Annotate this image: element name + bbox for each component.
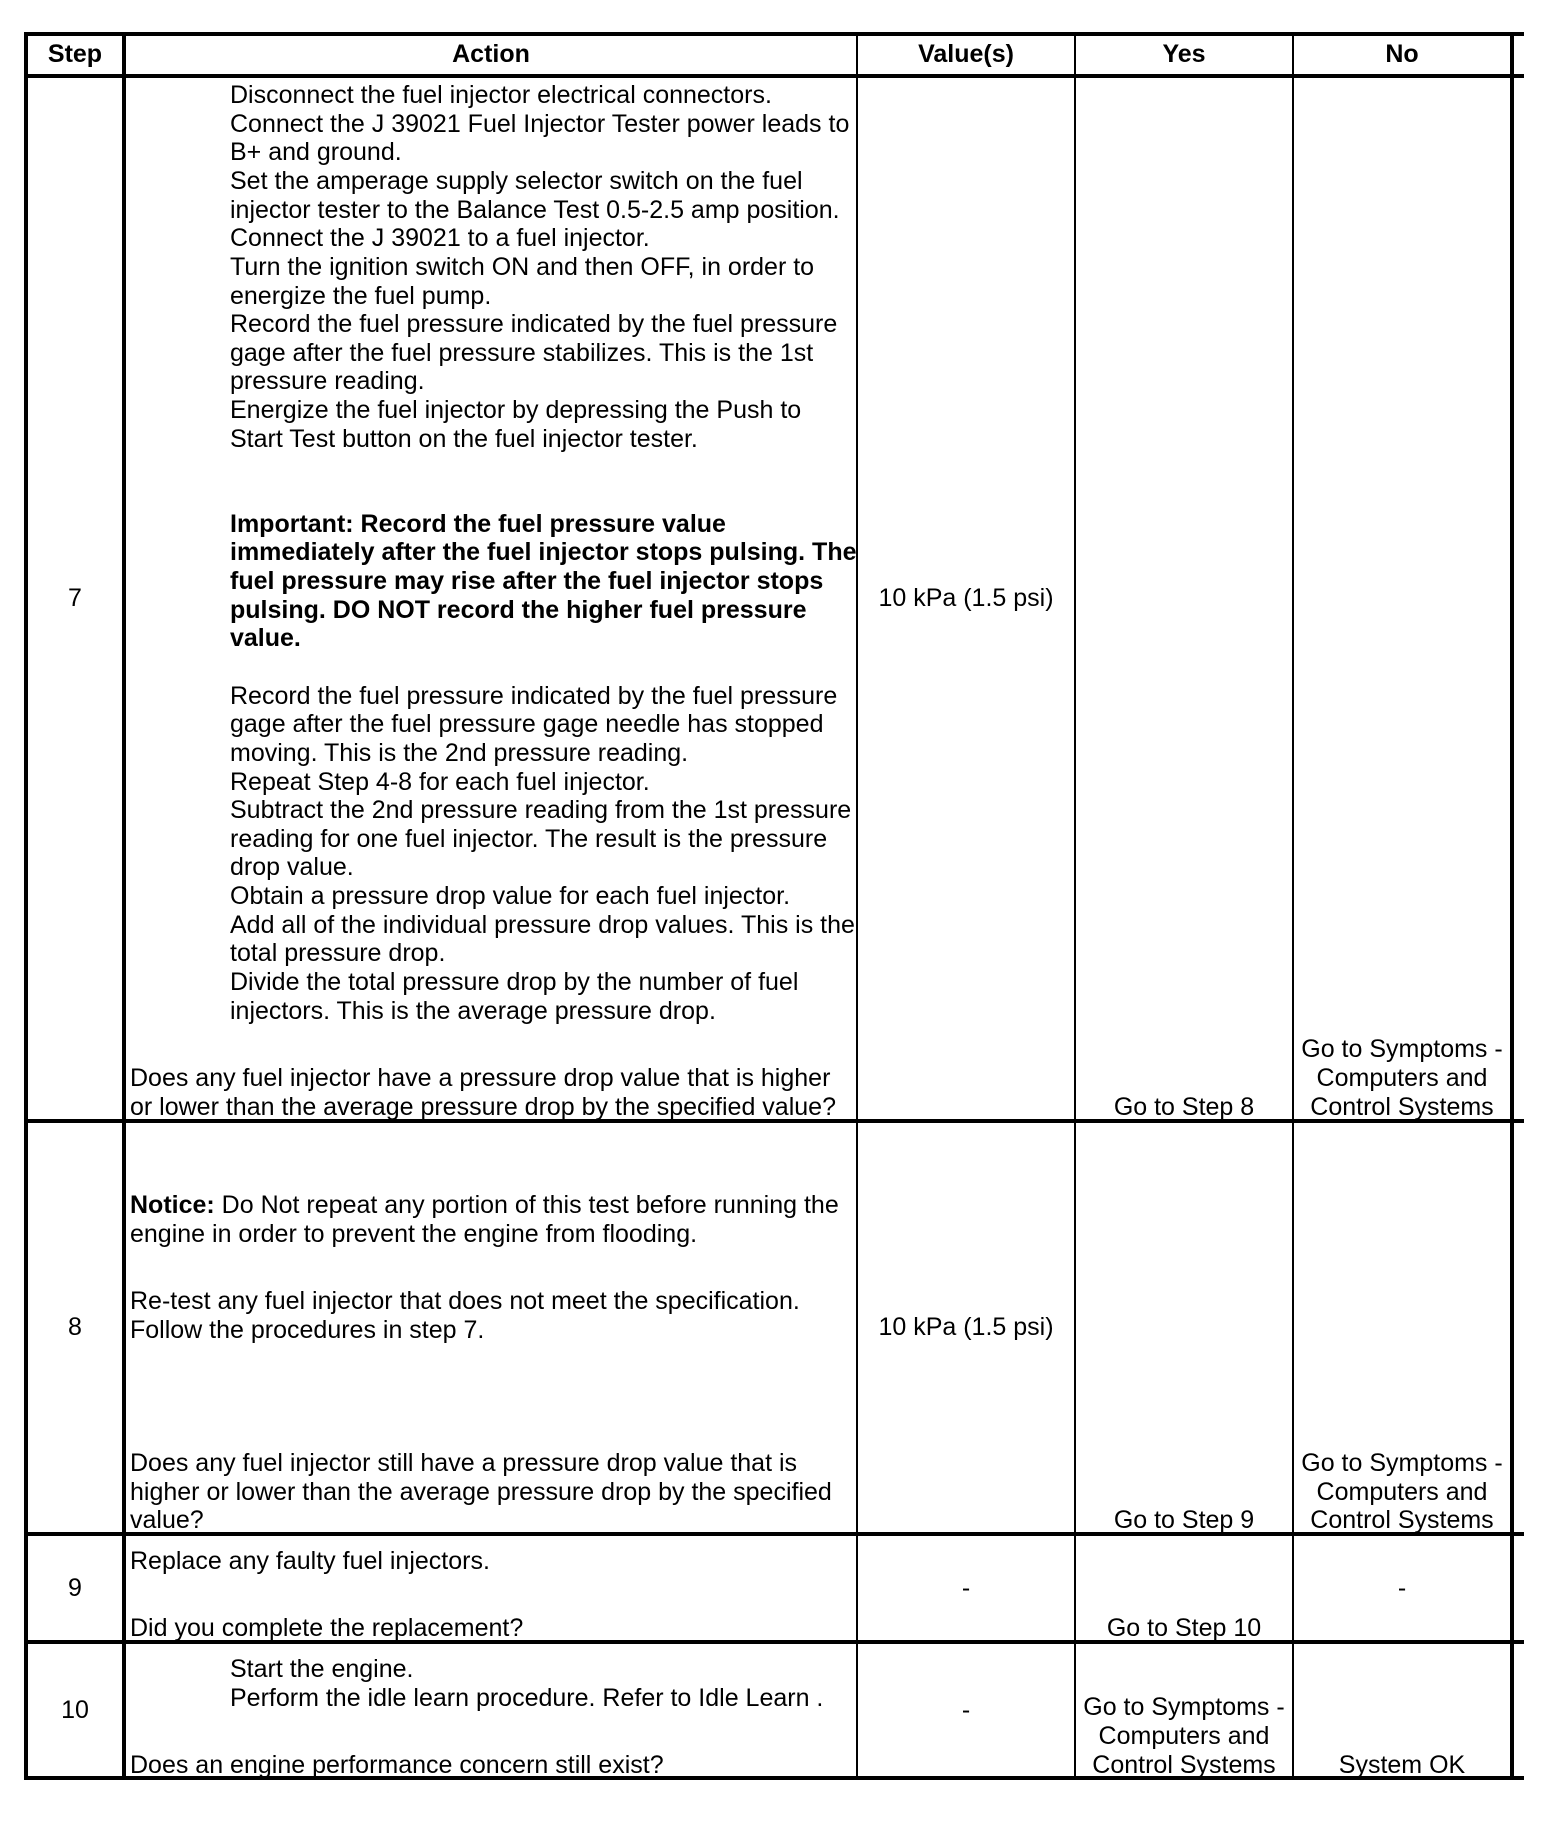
step-7-line: Record the fuel pressure indicated by the fuel pressure	[230, 310, 838, 338]
step-9-number: 9	[68, 1573, 82, 1602]
step-7-line: Add all of the individual pressure drop values. This is the	[230, 911, 855, 939]
important-line: pulsing. DO NOT record the higher fuel pressure	[230, 596, 807, 624]
step-10-line: Perform the idle learn procedure. Refer to Idle Learn .	[230, 1684, 824, 1712]
step-8-notice	[130, 1191, 839, 1220]
step-7-line: Start Test button on the fuel injector tester.	[230, 425, 698, 453]
step-10-question: Does an engine performance concern still exist?	[130, 1751, 664, 1779]
step-8-retest-line: Re-test any fuel injector that does not meet the specification.	[130, 1287, 800, 1315]
header-values: Value(s)	[918, 39, 1014, 68]
question-line: higher or lower than the average pressure drop by the specified	[130, 1478, 832, 1506]
step-7-number: 7	[68, 584, 82, 612]
question-line: Does any fuel injector still have a pressure drop value that is	[130, 1449, 798, 1477]
header-yes: Yes	[1162, 39, 1206, 68]
table-border-right	[1510, 32, 1514, 1780]
no-line: Computers and	[1316, 1478, 1488, 1506]
important-line: value.	[230, 624, 301, 652]
step-7-line: Obtain a pressure drop value for each fuel injector.	[230, 882, 791, 910]
step-7-line: B+ and ground.	[230, 138, 402, 166]
step-9-yes: Go to Step 10	[1106, 1614, 1262, 1642]
no-line: Computers and	[1316, 1064, 1488, 1092]
step-8-retest-line: Follow the procedures in step 7.	[130, 1316, 485, 1344]
step-8-notice-line: engine in order to prevent the engine from flooding.	[130, 1220, 698, 1248]
no-line: Go to Symptoms -	[1301, 1449, 1503, 1477]
header-action: Action	[452, 39, 530, 68]
step-7-line: Record the fuel pressure indicated by the fuel pressure	[230, 682, 838, 710]
step-10-value: -	[961, 1695, 971, 1724]
step-7-value: 10 kPa (1.5 psi)	[878, 584, 1054, 612]
step-7-line: injectors. This is the average pressure drop.	[230, 997, 716, 1025]
yes-line: Computers and	[1098, 1722, 1270, 1750]
yes-line: Control Systems	[1092, 1751, 1276, 1779]
step-7-line: Turn the ignition switch ON and then OFF, in order to	[230, 253, 815, 281]
step-8-yes: Go to Step 9	[1113, 1506, 1255, 1534]
step-10-number: 10	[61, 1695, 89, 1724]
step-7-line: Connect the J 39021 to a fuel injector.	[230, 224, 650, 252]
notice-text: Do Not repeat any portion of this test before running the	[214, 1191, 839, 1219]
no-line: Control Systems	[1310, 1093, 1494, 1121]
header-step: Step	[47, 39, 103, 68]
step-7-line: drop value.	[230, 853, 354, 881]
important-line: immediately after the fuel injector stops pulsing. The	[230, 538, 857, 566]
col-divider-step	[122, 32, 126, 1780]
step-7-line: Divide the total pressure drop by the number of fuel	[230, 968, 799, 996]
step-9-no: -	[1397, 1573, 1407, 1602]
step-7-line: pressure reading.	[230, 367, 425, 395]
step-7-line: injector tester to the Balance Test 0.5-2.5 amp position.	[230, 196, 840, 224]
question-line: Does any fuel injector have a pressure drop value that is higher	[130, 1064, 831, 1092]
step-7-line: moving. This is the 2nd pressure reading.	[230, 739, 689, 767]
step-9-action: Replace any faulty fuel injectors.	[130, 1547, 490, 1575]
step-7-line: Disconnect the fuel injector electrical connectors.	[230, 81, 772, 109]
important-line: fuel pressure may rise after the fuel injector stops	[230, 567, 824, 595]
notice-label: Notice:	[130, 1191, 215, 1219]
question-line: value?	[130, 1506, 204, 1534]
no-line: Control Systems	[1310, 1506, 1494, 1534]
step-7-line: Repeat Step 4-8 for each fuel injector.	[230, 768, 650, 796]
important-line: Important: Record the fuel pressure value	[230, 510, 726, 538]
step-7-line: Energize the fuel injector by depressing the Push to	[230, 396, 802, 424]
step-7-line: total pressure drop.	[230, 939, 446, 967]
step-8-value: 10 kPa (1.5 psi)	[878, 1313, 1054, 1341]
step-7-line: gage after the fuel pressure stabilizes. This is the 1st	[230, 339, 814, 367]
step-7-line: reading for one fuel injector. The result is the pressure	[230, 825, 828, 853]
question-line: or lower than the average pressure drop by the specified value?	[130, 1093, 836, 1121]
step-7-line: Set the amperage supply selector switch on the fuel	[230, 167, 803, 195]
step-7-line: Connect the J 39021 Fuel Injector Tester power leads to	[230, 110, 850, 138]
step-10-line: Start the engine.	[230, 1655, 414, 1683]
step-7-line: gage after the fuel pressure gage needle has stopped	[230, 710, 824, 738]
step-9-question: Did you complete the replacement?	[130, 1614, 524, 1642]
step-7-line: Subtract the 2nd pressure reading from the 1st pressure	[230, 796, 852, 824]
yes-line: Go to Symptoms -	[1083, 1693, 1285, 1721]
step-10-no: System OK	[1338, 1751, 1466, 1779]
step-7-line: energize the fuel pump.	[230, 282, 492, 310]
step-7-yes: Go to Step 8	[1113, 1093, 1255, 1121]
header-no: No	[1385, 39, 1419, 68]
no-line: Go to Symptoms -	[1301, 1035, 1503, 1063]
step-9-value: -	[961, 1573, 971, 1602]
step-8-number: 8	[68, 1313, 82, 1341]
header-divider	[24, 74, 1524, 78]
